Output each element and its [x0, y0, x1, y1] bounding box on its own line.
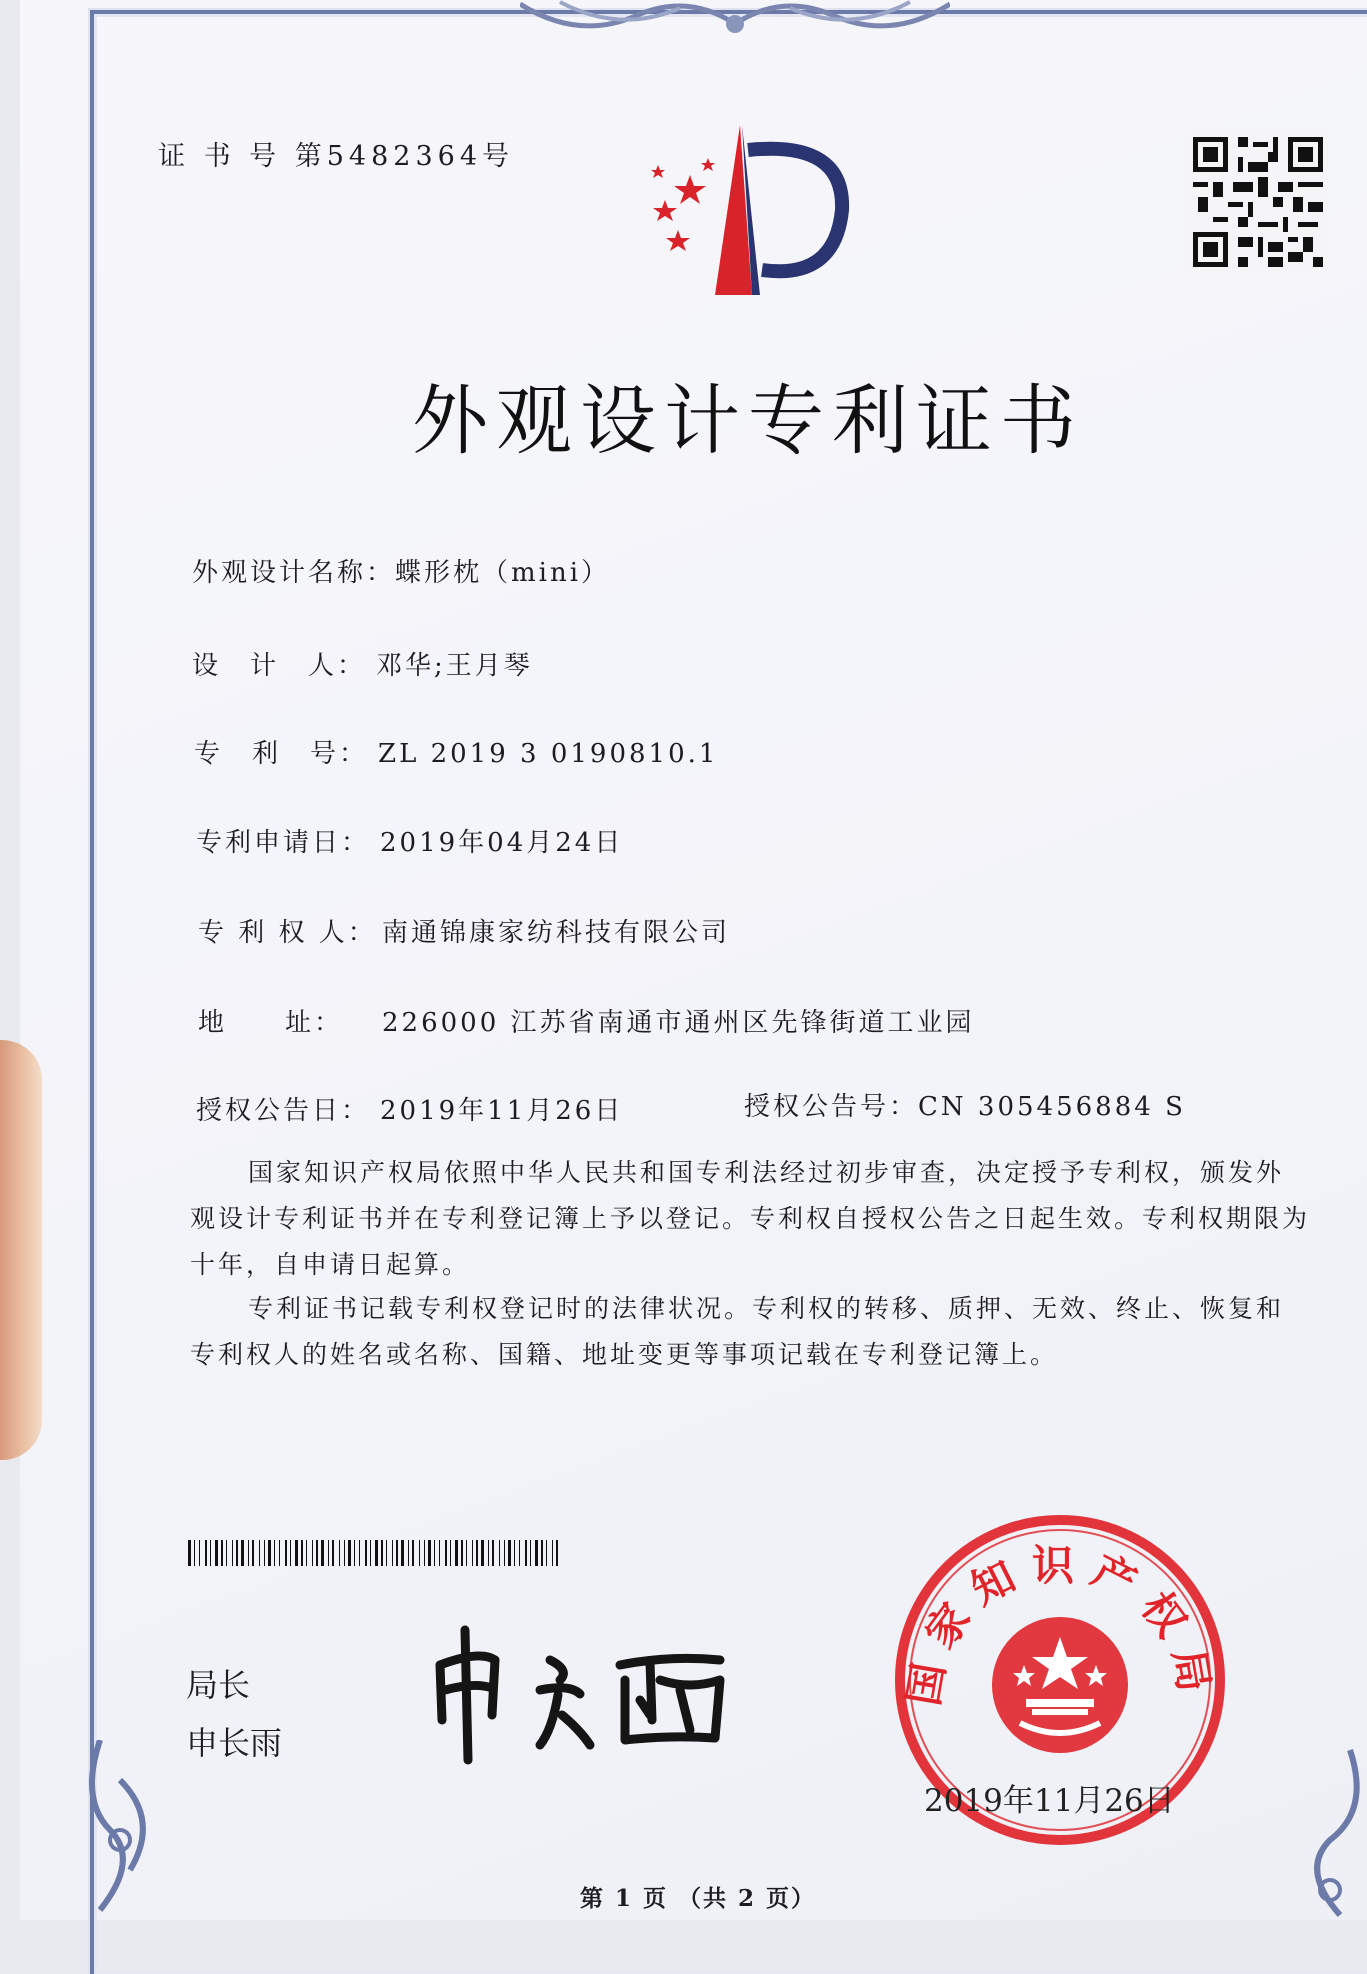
certificate-title: 外观设计专利证书 [412, 376, 1084, 465]
barcode-bar [285, 1540, 287, 1566]
field-value: 南通锦康家纺科技有限公司 [382, 918, 731, 948]
barcode-bar [301, 1540, 303, 1566]
barcode-bar [546, 1540, 547, 1566]
barcode-bar [290, 1540, 291, 1566]
barcode-bar [499, 1540, 500, 1566]
cnipa-logo-icon [630, 120, 860, 300]
barcode-bar [424, 1540, 425, 1566]
director-title: 局长 [186, 1666, 251, 1704]
barcode-bar [552, 1540, 553, 1566]
barcode-bar [381, 1540, 383, 1566]
corner-ornament-icon [80, 1740, 200, 1920]
barcode-bar [481, 1540, 484, 1566]
barcode-bar [354, 1540, 355, 1566]
barcode-bar [268, 1540, 271, 1566]
field-value: ZL 2019 3 0190810.1 [378, 739, 719, 769]
barcode-bar [504, 1540, 505, 1566]
barcode-bar [365, 1540, 367, 1566]
barcode-bar [408, 1540, 409, 1566]
grant-date-label: 授权公告日： [196, 1096, 371, 1126]
paragraph-2: 专利证书记载专利权登记时的法律状况。专利权的转移、质押、无效、终止、恢复和专利权人的姓名或名称、国籍、地址变更等事项记载在专利登记簿上。 [190, 1294, 1285, 1369]
barcode-bar [279, 1540, 280, 1566]
top-ornament-icon [520, 0, 950, 46]
barcode-bar [339, 1540, 340, 1566]
field-label: 专 利 号： [194, 739, 369, 769]
barcode-bar [332, 1540, 334, 1566]
grant-number [744, 1086, 1186, 1123]
barcode-bar [396, 1540, 398, 1566]
field-patent-number [194, 733, 718, 770]
barcode-bar [194, 1540, 195, 1566]
field-label: 外观设计名称： [192, 558, 396, 588]
barcode-bar [514, 1540, 515, 1566]
barcode-bar [328, 1540, 329, 1566]
barcode-bar [525, 1540, 527, 1566]
barcode-bar [312, 1540, 313, 1566]
field-value: 226000 江苏省南通市通州区先锋街道工业园 [382, 1008, 975, 1038]
barcode-bar [401, 1540, 404, 1566]
barcode-bar [295, 1540, 298, 1566]
barcode-bar [476, 1540, 478, 1566]
director-name: 申长雨 [186, 1724, 283, 1762]
barcode-bar [344, 1540, 345, 1566]
field-value: 蝶形枕（mini） [395, 558, 611, 588]
barcode-bar [259, 1540, 260, 1566]
barcode-bar [466, 1540, 467, 1566]
barcode-bar [535, 1540, 538, 1566]
barcode-bar [236, 1540, 238, 1566]
barcode-bar [205, 1540, 207, 1566]
page-number: 第 1 页 （共 2 页） [580, 1885, 817, 1912]
barcode-bar [434, 1540, 435, 1566]
barcode-bar [541, 1540, 543, 1566]
barcode-bar [226, 1540, 227, 1566]
barcode-bar [556, 1540, 558, 1566]
barcode-bar [455, 1540, 458, 1566]
barcode-icon [188, 1540, 560, 1566]
field-value: 2019年04月24日 [380, 828, 624, 858]
barcode-bar [450, 1540, 451, 1566]
barcode-bar [210, 1540, 211, 1566]
grant-date [196, 1090, 623, 1127]
field-address [198, 1002, 975, 1039]
field-label: 专 利 权 人： [198, 918, 377, 948]
barcode-bar [428, 1540, 431, 1566]
field-label: 设 计 人： [192, 651, 367, 681]
holding-thumb [0, 1040, 42, 1460]
barcode-bar [321, 1540, 324, 1566]
field-application-date [196, 822, 623, 859]
barcode-bar [445, 1540, 447, 1566]
barcode-bar [530, 1540, 531, 1566]
barcode-bar [419, 1540, 420, 1566]
field-label: 地 址： [198, 1008, 344, 1038]
barcode-bar [215, 1540, 218, 1566]
qr-code-icon [1188, 130, 1328, 274]
barcode-bar [519, 1540, 520, 1566]
barcode-bar [348, 1540, 351, 1566]
barcode-bar [316, 1540, 318, 1566]
barcode-bar [359, 1540, 360, 1566]
barcode-bar [221, 1540, 223, 1566]
barcode-bar [461, 1540, 463, 1566]
barcode-bar [488, 1540, 489, 1566]
barcode-bar [241, 1540, 244, 1566]
barcode-bar [492, 1540, 494, 1566]
barcode-bar [375, 1540, 378, 1566]
barcode-bar [274, 1540, 275, 1566]
seal-date: 2019年11月26日 [924, 1783, 1175, 1819]
barcode-bar [439, 1540, 440, 1566]
director-signature [420, 1620, 750, 1770]
paragraph-1: 国家知识产权局依照中华人民共和国专利法经过初步审查，决定授予专利权，颁发外观设计专利证书并在专利登记簿上予以登记。专利权自授权公告之日起生效。专利权期限为十年，自申请日起算。 [190, 1158, 1311, 1279]
corner-ornament-icon [1290, 1740, 1367, 1920]
barcode-bar [386, 1540, 387, 1566]
certificate-number: 证 书 号 第5482364号 [158, 141, 514, 172]
barcode-bar [232, 1540, 233, 1566]
barcode-bar [264, 1540, 265, 1566]
barcode-bar [508, 1540, 511, 1566]
barcode-bar [248, 1540, 249, 1566]
barcode-bar [199, 1540, 200, 1566]
barcode-bar [392, 1540, 393, 1566]
grant-date-value: 2019年11月26日 [380, 1096, 624, 1126]
field-patentee [198, 912, 730, 949]
national-emblem-icon [992, 1617, 1128, 1753]
barcode-bar [370, 1540, 371, 1566]
grant-number-label: 授权公告号： [744, 1092, 919, 1122]
barcode-bar [306, 1540, 307, 1566]
barcode-bar [188, 1540, 191, 1566]
field-designer [192, 645, 533, 682]
barcode-bar [412, 1540, 414, 1566]
seal-text: 国家知识产权局 [898, 1541, 1222, 1710]
barcode-bar [472, 1540, 473, 1566]
barcode-bar [252, 1540, 254, 1566]
grant-number-value: CN 305456884 S [918, 1092, 1186, 1122]
field-value: 邓华;王月琴 [376, 651, 533, 681]
field-label: 专利申请日： [196, 828, 371, 858]
field-design-name [192, 552, 610, 589]
